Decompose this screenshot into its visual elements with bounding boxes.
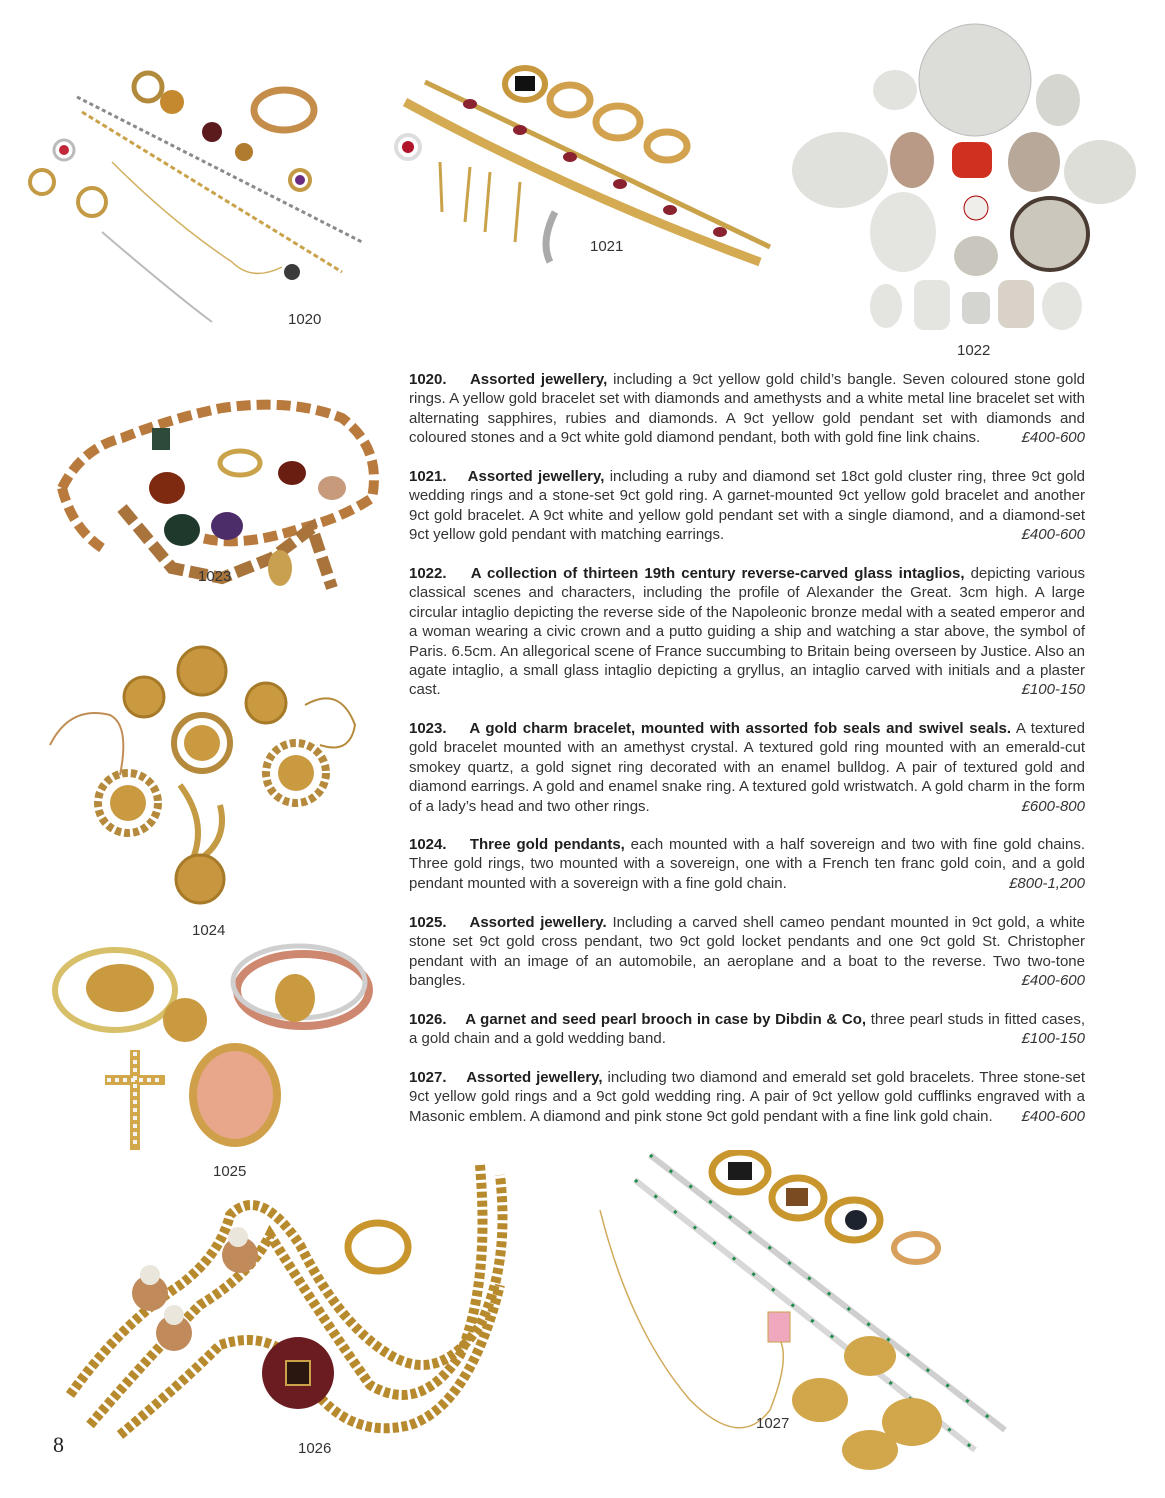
lot-estimate: £600-800 [1021,797,1085,815]
lot-number: 1023. [409,720,447,737]
lot-estimate: £100-150 [1021,681,1085,699]
lot-estimate: £100-150 [1021,1030,1085,1048]
lot-title: A collection of thirteen 19th century reverse-carved glass intaglios, [470,565,965,582]
lot-number: 1025. [409,914,447,931]
lot-number: 1024. [409,836,447,853]
lot-text: each mounted with a half sovereign and two with fine gold chains. Three gold rings, two mounted with a sovereign, one with a French ten franc gold coin, and a gold pendant mounted with a sovereign with a fine gold chain. [409,836,1085,892]
lot-1022 [409,564,1085,700]
photo-lot-1022 [790,22,1138,334]
lot-number: 1022. [409,565,447,582]
lot-text: including a 9ct yellow gold child’s bangle. Seven coloured stone gold rings. A yellow gold bracelet set with diamonds and amethysts and a white metal line bracelet set with alternating sapphires, rubies and diamonds. A 9ct yellow gold pendant set with diamonds and coloured stones and a 9ct white gold diamond pendant, both with gold fine link chains. [409,371,1086,447]
lot-title: Assorted jewellery. [469,914,607,931]
lot-text: including two diamond and emerald set gold bracelets. Three stone-set 9ct yellow gold rings and a 9ct gold wedding ring. A pair of 9ct yellow gold cufflinks engraved with a Masonic emblem. A diamond and pink stone 9ct gold pendant with a fine link gold chain. [409,1069,1085,1125]
lot-1023 [409,719,1085,816]
photo-caption-1023: 1023 [198,568,232,585]
lot-text: Including a carved shell cameo pendant mounted in 9ct gold, a white stone set 9ct gold cross pendant, two 9ct gold locket pendants and one 9ct gold St. Christopher pendant with an image of an automobile, an aeroplane and a boat to the reverse. Two two-tone bangles. [409,914,1085,990]
photo-lot-1027 [590,1150,1010,1470]
lot-estimate: £800-1,200 [1009,874,1085,892]
lot-number: 1026. [409,1011,447,1028]
lot-title: A gold charm bracelet, mounted with assorted fob seals and swivel seals. [469,720,1012,737]
lot-number: 1020. [409,371,447,388]
lot-estimate: £400-600 [1021,1107,1085,1125]
photo-lot-1026 [60,1155,550,1440]
lot-1021 [409,467,1085,545]
photo-caption-1025: 1025 [213,1163,247,1180]
lot-title: Assorted jewellery, [467,468,605,485]
photo-lot-1023 [42,378,392,600]
lot-1024 [409,835,1085,893]
lot-1027 [409,1068,1085,1126]
lot-text: three pearl studs in fitted cases, a gold chain and a gold wedding band. [409,1011,1086,1048]
photo-caption-1027: 1027 [756,1415,790,1432]
lot-text: depicting various classical scenes and characters, including the profile of Alexander the Great. 3cm high. A large circular intaglio depicting the reverse side of the Napoleonic bronze medal with a seated emperor and a woman wearing a civic crown and a putto guiding a ship and watching a star above, the symbol of Paris. 6.5cm. An allegorical scene of France succumbing to Britain being overseen by Justice. Also an agate intaglio, a small glass intaglio depicting a gryllus, an intaglio carved with initials and a plaster cast. [409,565,1086,699]
lot-title: Three gold pendants, [469,836,625,853]
photo-caption-1024: 1024 [192,922,226,939]
lot-estimate: £400-600 [1021,972,1085,990]
lot-1026 [409,1010,1085,1049]
lot-number: 1021. [409,468,447,485]
lot-1025 [409,913,1085,991]
lot-number: 1027. [409,1069,447,1086]
lot-estimate: £400-600 [1021,429,1085,447]
page-number: 8 [53,1432,64,1457]
lot-title: A garnet and seed pearl brooch in case by Dibdin & Co, [465,1011,867,1028]
photo-caption-1022: 1022 [957,342,991,359]
lot-title: Assorted jewellery, [469,371,608,388]
photo-caption-1020: 1020 [288,311,322,328]
lot-estimate: £400-600 [1021,526,1085,544]
lot-title: Assorted jewellery, [466,1069,603,1086]
lot-1020 [409,370,1085,448]
photo-lot-1024 [40,645,370,915]
lot-text: A textured gold bracelet mounted with an amethyst crystal. A textured gold ring mounted with an emerald-cut smokey quartz, a gold signet ring decorated with an enamel bulldog. A pair of textured gold and diamond earrings. A gold and enamel snake ring. A textured gold wristwatch. A gold charm in the form of a lady’s head and two other rings. [409,720,1085,815]
photo-lot-1021 [370,62,790,267]
lot-text: including a ruby and diamond set 18ct gold cluster ring, three 9ct gold wedding rings and a stone-set 9ct gold ring. A garnet-mounted 9ct yellow gold bracelet and another 9ct gold bracelet. A 9ct white and yellow gold pendant set with a single diamond, and a diamond-set 9ct yellow gold pendant with matching earrings. [409,468,1085,544]
photo-lot-1025 [45,940,375,1160]
photo-lot-1020 [22,62,372,337]
photo-caption-1026: 1026 [298,1440,332,1457]
photo-caption-1021: 1021 [590,238,624,255]
